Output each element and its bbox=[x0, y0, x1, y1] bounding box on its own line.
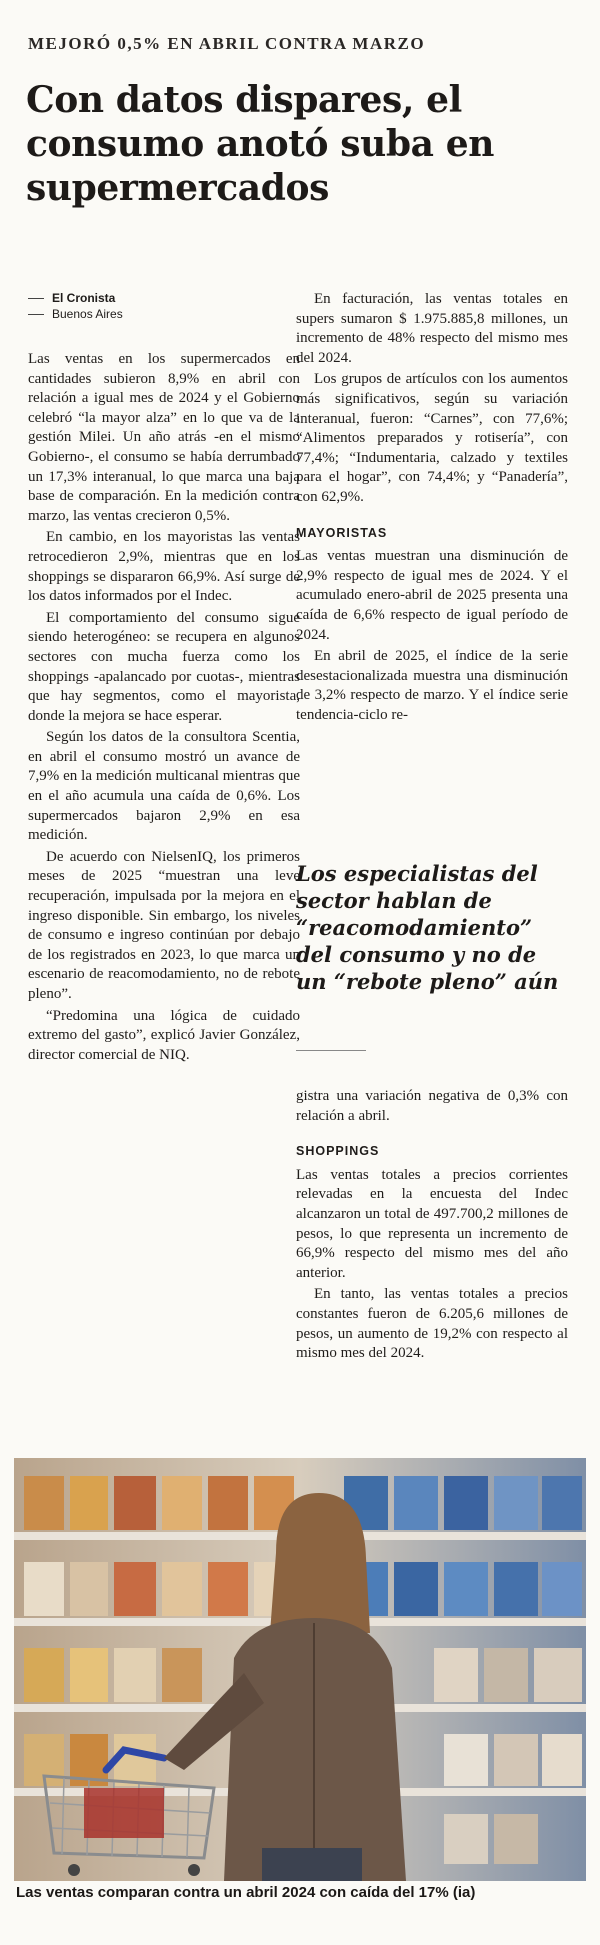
paragraph: En abril de 2025, el índice de la serie desestacionalizada muestra una disminución de 3,2% respecto de marzo. Y el índice serie tendencia-ciclo re- bbox=[296, 648, 568, 723]
section-heading-mayoristas: MAYORISTAS bbox=[296, 525, 388, 540]
paragraph: Las ventas muestran una disminución de 2,9% respecto de igual mes de 2024. Y el acumulado enero-abril de 2025 presenta una caída de 6,6% respecto de igual período de 2024. bbox=[296, 548, 568, 643]
paragraph: “Predomina una lógica de cuidado extremo del gasto”, explicó Javier González, director comercial de NIQ. bbox=[28, 1007, 300, 1063]
paragraph: De acuerdo con NielsenIQ, los primeros meses de 2025 “muestran una leve recuperación, impulsada por la mejora en el ingreso disponible. Sin embargo, los niveles de consumo e ingreso continúan por debajo de los registrados en 2023, lo que marca un escenario de reacomodamiento, no de rebote pleno”. bbox=[28, 848, 300, 1002]
author: El Cronista bbox=[52, 291, 116, 305]
kicker: MEJORÓ 0,5% EN ABRIL CONTRA MARZO bbox=[28, 34, 426, 53]
headline: Con datos dispares, el consumo anotó suba en supermercados bbox=[26, 79, 495, 209]
paragraph: Las ventas en los supermercados en cantidades subieron 8,9% en abril con relación a igual mes de 2024 y el Gobierno celebró “la mayor alza” en lo que va de la gestión Milei. Un año atrás -en el mismo Gobierno-, el consumo se había derrumbado un 17,3% interanual, lo que marca una baja base de comparación. En la medición contra marzo, las ventas crecieron 0,5%. bbox=[28, 351, 300, 524]
paragraph: Las ventas totales a precios corrientes relevadas en la encuesta del Indec alcanzaron un total de 497.700,2 millones de pesos, lo que representa un incremento de 66,9% respecto del mismo mes del año anterior. bbox=[296, 1166, 568, 1281]
right-column-top bbox=[296, 290, 568, 727]
paragraph: En tanto, las ventas totales a precios constantes fueron de 6.205,6 millones de pesos, un aumento de 19,2% con respecto al mismo mes del 2024. bbox=[296, 1286, 568, 1362]
supermarket-photo bbox=[14, 1458, 586, 1881]
paragraph: Según los datos de la consultora Scentia, en abril el consumo mostró un avance de 7,9% en la medición multicanal mientras que en el año acumula una caída de 0,6%. Los supermercados bajaron 2,9% en esa medición. bbox=[28, 729, 300, 844]
byline bbox=[28, 290, 268, 322]
photo-illustration bbox=[14, 1458, 586, 1881]
section-heading-shoppings: SHOPPINGS bbox=[296, 1144, 380, 1159]
paragraph: El comportamiento del consumo sigue siendo heterogéneo: se recupera en algunos sectores con mucha fuerza como los shoppings -apalancado por cuotas-, mientras que hay segmentos, como el mayorista, donde la mejora se hace esperar. bbox=[28, 609, 300, 724]
paragraph: gistra una variación negativa de 0,3% con relación a abril. bbox=[296, 1088, 568, 1124]
right-column-bottom bbox=[296, 1087, 568, 1366]
pull-quote-rule bbox=[296, 1050, 366, 1051]
pull-quote: Los especialistas del sector hablan de “reacomodamiento” del consumo y no de un “rebote pleno” aún bbox=[296, 861, 559, 994]
paragraph: En facturación, las ventas totales en supers sumaron $ 1.975.885,8 millones, un incremento de 48% respecto del mismo mes del 2024. bbox=[296, 291, 568, 366]
paragraph: Los grupos de artículos con los aumentos más significativos, según su variación interanual, fueron: “Carnes”, con 77,6%; “Alimentos preparados y rotisería”, con 77,4%; “Indumentaria, calzado y textiles para el hogar”, con 74,4%; y “Panadería”, con 62,9%. bbox=[296, 371, 568, 505]
photo-caption: Las ventas comparan contra un abril 2024 con caída del 17% (ia) bbox=[16, 1884, 476, 1901]
paragraph: En cambio, en los mayoristas las ventas retrocedieron 2,9%, mientras que en los shoppings se dispararon 66,9%. Así surge de los datos informados por el Indec. bbox=[28, 529, 300, 605]
location: Buenos Aires bbox=[52, 307, 123, 321]
left-column bbox=[28, 350, 300, 1067]
